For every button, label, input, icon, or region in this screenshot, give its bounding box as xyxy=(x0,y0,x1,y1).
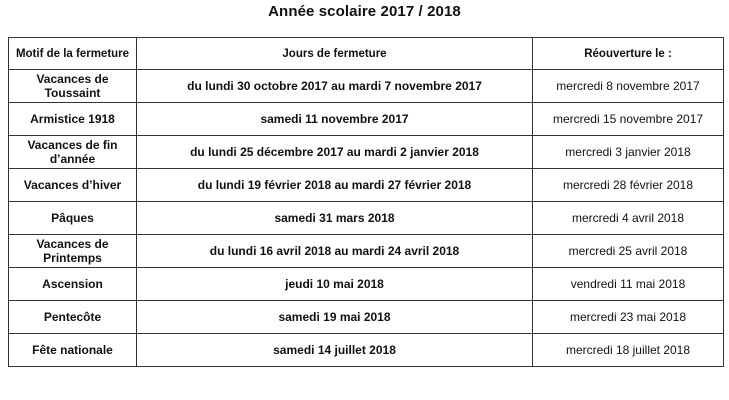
reouverture-cell: mercredi 15 novembre 2017 xyxy=(533,103,724,136)
table-row xyxy=(9,202,724,235)
table-row xyxy=(9,334,724,367)
motif-cell: Ascension xyxy=(9,268,137,301)
header-reouverture: Réouverture le : xyxy=(533,38,724,70)
motif-cell: Vacances de Toussaint xyxy=(9,70,137,103)
table-row xyxy=(9,169,724,202)
motif-cell: Armistice 1918 xyxy=(9,103,137,136)
jours-cell: samedi 14 juillet 2018 xyxy=(137,334,533,367)
reouverture-cell: mercredi 4 avril 2018 xyxy=(533,202,724,235)
table-row xyxy=(9,136,724,169)
jours-cell: du lundi 30 octobre 2017 au mardi 7 novembre 2017 xyxy=(137,70,533,103)
motif-cell: Vacances de fin d’année xyxy=(9,136,137,169)
reouverture-cell: mercredi 25 avril 2018 xyxy=(533,235,724,268)
jours-cell: samedi 11 novembre 2017 xyxy=(137,103,533,136)
jours-cell: du lundi 25 décembre 2017 au mardi 2 janvier 2018 xyxy=(137,136,533,169)
reouverture-cell: mercredi 3 janvier 2018 xyxy=(533,136,724,169)
motif-cell: Pâques xyxy=(9,202,137,235)
table-row xyxy=(9,301,724,334)
jours-cell: du lundi 19 février 2018 au mardi 27 février 2018 xyxy=(137,169,533,202)
jours-cell: du lundi 16 avril 2018 au mardi 24 avril 2018 xyxy=(137,235,533,268)
jours-cell: jeudi 10 mai 2018 xyxy=(137,268,533,301)
table-header-row xyxy=(9,38,724,70)
page-title: Année scolaire 2017 / 2018 xyxy=(268,3,461,20)
header-jours-label: Jours de fermeture xyxy=(282,47,387,60)
reouverture-cell: mercredi 8 novembre 2017 xyxy=(533,70,724,103)
header-jours xyxy=(137,38,533,70)
jours-cell: samedi 19 mai 2018 xyxy=(137,301,533,334)
table-row xyxy=(9,103,724,136)
table-row xyxy=(9,235,724,268)
jours-cell: samedi 31 mars 2018 xyxy=(137,202,533,235)
motif-cell: Fête nationale xyxy=(9,334,137,367)
motif-cell: Vacances d’hiver xyxy=(9,169,137,202)
reouverture-cell: vendredi 11 mai 2018 xyxy=(533,268,724,301)
header-motif: Motif de la fermeture xyxy=(9,38,137,70)
reouverture-cell: mercredi 28 février 2018 xyxy=(533,169,724,202)
reouverture-cell: mercredi 23 mai 2018 xyxy=(533,301,724,334)
motif-cell: Pentecôte xyxy=(9,301,137,334)
table-row xyxy=(9,70,724,103)
table-row xyxy=(9,268,724,301)
reouverture-cell: mercredi 18 juillet 2018 xyxy=(533,334,724,367)
motif-cell: Vacances de Printemps xyxy=(9,235,137,268)
closure-schedule-table xyxy=(8,37,724,367)
